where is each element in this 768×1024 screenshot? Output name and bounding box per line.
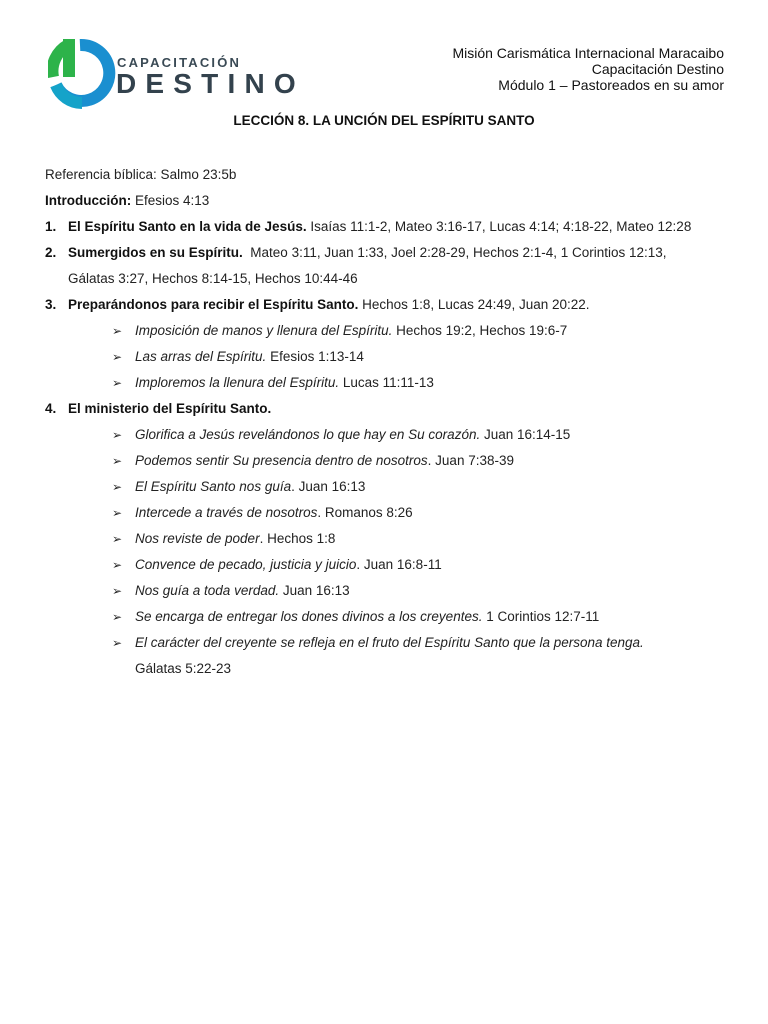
arrow-bullet-icon: ➢ bbox=[112, 584, 123, 598]
list-item bbox=[45, 578, 735, 604]
arrow-bullet-icon: ➢ bbox=[112, 610, 123, 624]
header-organization: Misión Carismática Internacional Maracaibo bbox=[452, 45, 724, 61]
introduction-text: Efesios 4:13 bbox=[131, 193, 210, 208]
section-number: 4. bbox=[45, 401, 57, 416]
bullet-topic: Podemos sentir Su presencia dentro de nosotros bbox=[135, 453, 428, 468]
arrow-bullet-icon: ➢ bbox=[112, 558, 123, 572]
bullet-ref: Juan 16:13 bbox=[279, 583, 350, 598]
list-item bbox=[45, 604, 735, 630]
bullet-ref: Hechos 19:2, Hechos 19:6-7 bbox=[392, 323, 568, 338]
section-3 bbox=[45, 292, 735, 318]
logo-bottom-text: DESTINO bbox=[116, 68, 305, 99]
arrow-bullet-icon: ➢ bbox=[112, 376, 123, 390]
bullet-topic: Se encarga de entregar los dones divinos a los creyentes. bbox=[135, 609, 483, 624]
list-item bbox=[45, 344, 735, 370]
section-heading: Sumergidos en su Espíritu. bbox=[68, 245, 243, 260]
bullet-ref: Lucas 11:11-13 bbox=[339, 375, 434, 390]
list-item bbox=[45, 318, 735, 344]
arrow-bullet-icon: ➢ bbox=[112, 636, 123, 650]
bullet-topic: El Espíritu Santo nos guía bbox=[135, 479, 292, 494]
bullet-ref: Efesios 1:13-14 bbox=[266, 349, 364, 364]
section-2-continued: Gálatas 3:27, Hechos 8:14-15, Hechos 10:44-46 bbox=[68, 271, 358, 286]
arrow-bullet-icon: ➢ bbox=[112, 532, 123, 546]
list-item bbox=[45, 526, 735, 552]
list-item bbox=[45, 370, 735, 396]
list-item bbox=[45, 630, 735, 656]
bullet-topic: Imploremos la llenura del Espíritu. bbox=[135, 375, 340, 390]
introduction-label: Introducción: bbox=[45, 193, 132, 208]
bullet-topic: Imposición de manos y llenura del Espíritu. bbox=[135, 323, 393, 338]
section-heading: El Espíritu Santo en la vida de Jesús. bbox=[68, 219, 307, 234]
header-program: Capacitación Destino bbox=[591, 61, 724, 77]
section-number: 2. bbox=[45, 245, 57, 260]
list-item bbox=[45, 552, 735, 578]
section-refs: Hechos 1:8, Lucas 24:49, Juan 20:22. bbox=[358, 297, 590, 312]
section-4 bbox=[45, 396, 735, 422]
list-item bbox=[45, 448, 735, 474]
bullet-ref: . Hechos 1:8 bbox=[259, 531, 336, 546]
bullet-topic: Las arras del Espíritu. bbox=[135, 349, 267, 364]
bullet-ref: 1 Corintios 12:7-11 bbox=[482, 609, 600, 624]
list-item bbox=[45, 500, 735, 526]
logo-top-text: CAPACITACIÓN bbox=[117, 55, 242, 70]
section-number: 1. bbox=[45, 219, 57, 234]
list-item-continued: Gálatas 5:22-23 bbox=[135, 661, 232, 676]
section-heading: Preparándonos para recibir el Espíritu Santo. bbox=[68, 297, 359, 312]
section-1 bbox=[45, 214, 735, 240]
arrow-bullet-icon: ➢ bbox=[112, 454, 123, 468]
bullet-ref: . Juan 16:13 bbox=[291, 479, 366, 494]
logo bbox=[48, 37, 305, 109]
bullet-ref: . Juan 16:8-11 bbox=[356, 557, 442, 572]
arrow-bullet-icon: ➢ bbox=[112, 480, 123, 494]
bullet-topic: Intercede a través de nosotros bbox=[135, 505, 318, 520]
bullet-ref: . Romanos 8:26 bbox=[317, 505, 413, 520]
bullet-topic: Nos guía a toda verdad. bbox=[135, 583, 280, 598]
section-number: 3. bbox=[45, 297, 57, 312]
header-module: Módulo 1 – Pastoreados en su amor bbox=[498, 77, 724, 93]
lesson-title: LECCIÓN 8. LA UNCIÓN DEL ESPÍRITU SANTO bbox=[233, 113, 535, 128]
bullet-topic: Convence de pecado, justicia y juicio bbox=[135, 557, 357, 572]
lesson-content bbox=[45, 162, 735, 682]
arrow-bullet-icon: ➢ bbox=[112, 324, 123, 338]
section-2 bbox=[45, 240, 735, 266]
bullet-ref: Juan 16:14-15 bbox=[480, 427, 571, 442]
section-refs: Isaías 11:1-2, Mateo 3:16-17, Lucas 4:14; 4:18-22, Mateo 12:28 bbox=[306, 219, 692, 234]
list-item bbox=[45, 474, 735, 500]
arrow-bullet-icon: ➢ bbox=[112, 350, 123, 364]
bullet-ref: . Juan 7:38-39 bbox=[427, 453, 514, 468]
section-refs: Mateo 3:11, Juan 1:33, Joel 2:28-29, Hechos 2:1-4, 1 Corintios 12:13, bbox=[242, 245, 667, 260]
arrow-bullet-icon: ➢ bbox=[112, 506, 123, 520]
section-heading: El ministerio del Espíritu Santo. bbox=[68, 401, 272, 416]
bullet-topic: El carácter del creyente se refleja en el fruto del Espíritu Santo que la persona tenga. bbox=[135, 635, 644, 650]
document-header bbox=[452, 45, 724, 93]
bullet-topic: Glorifica a Jesús revelándonos lo que hay en Su corazón. bbox=[135, 427, 481, 442]
list-item bbox=[45, 422, 735, 448]
bullet-topic: Nos reviste de poder bbox=[135, 531, 260, 546]
logo-mark-icon bbox=[48, 37, 118, 109]
arrow-bullet-icon: ➢ bbox=[112, 428, 123, 442]
bible-reference: Referencia bíblica: Salmo 23:5b bbox=[45, 167, 237, 182]
introduction bbox=[45, 188, 735, 214]
